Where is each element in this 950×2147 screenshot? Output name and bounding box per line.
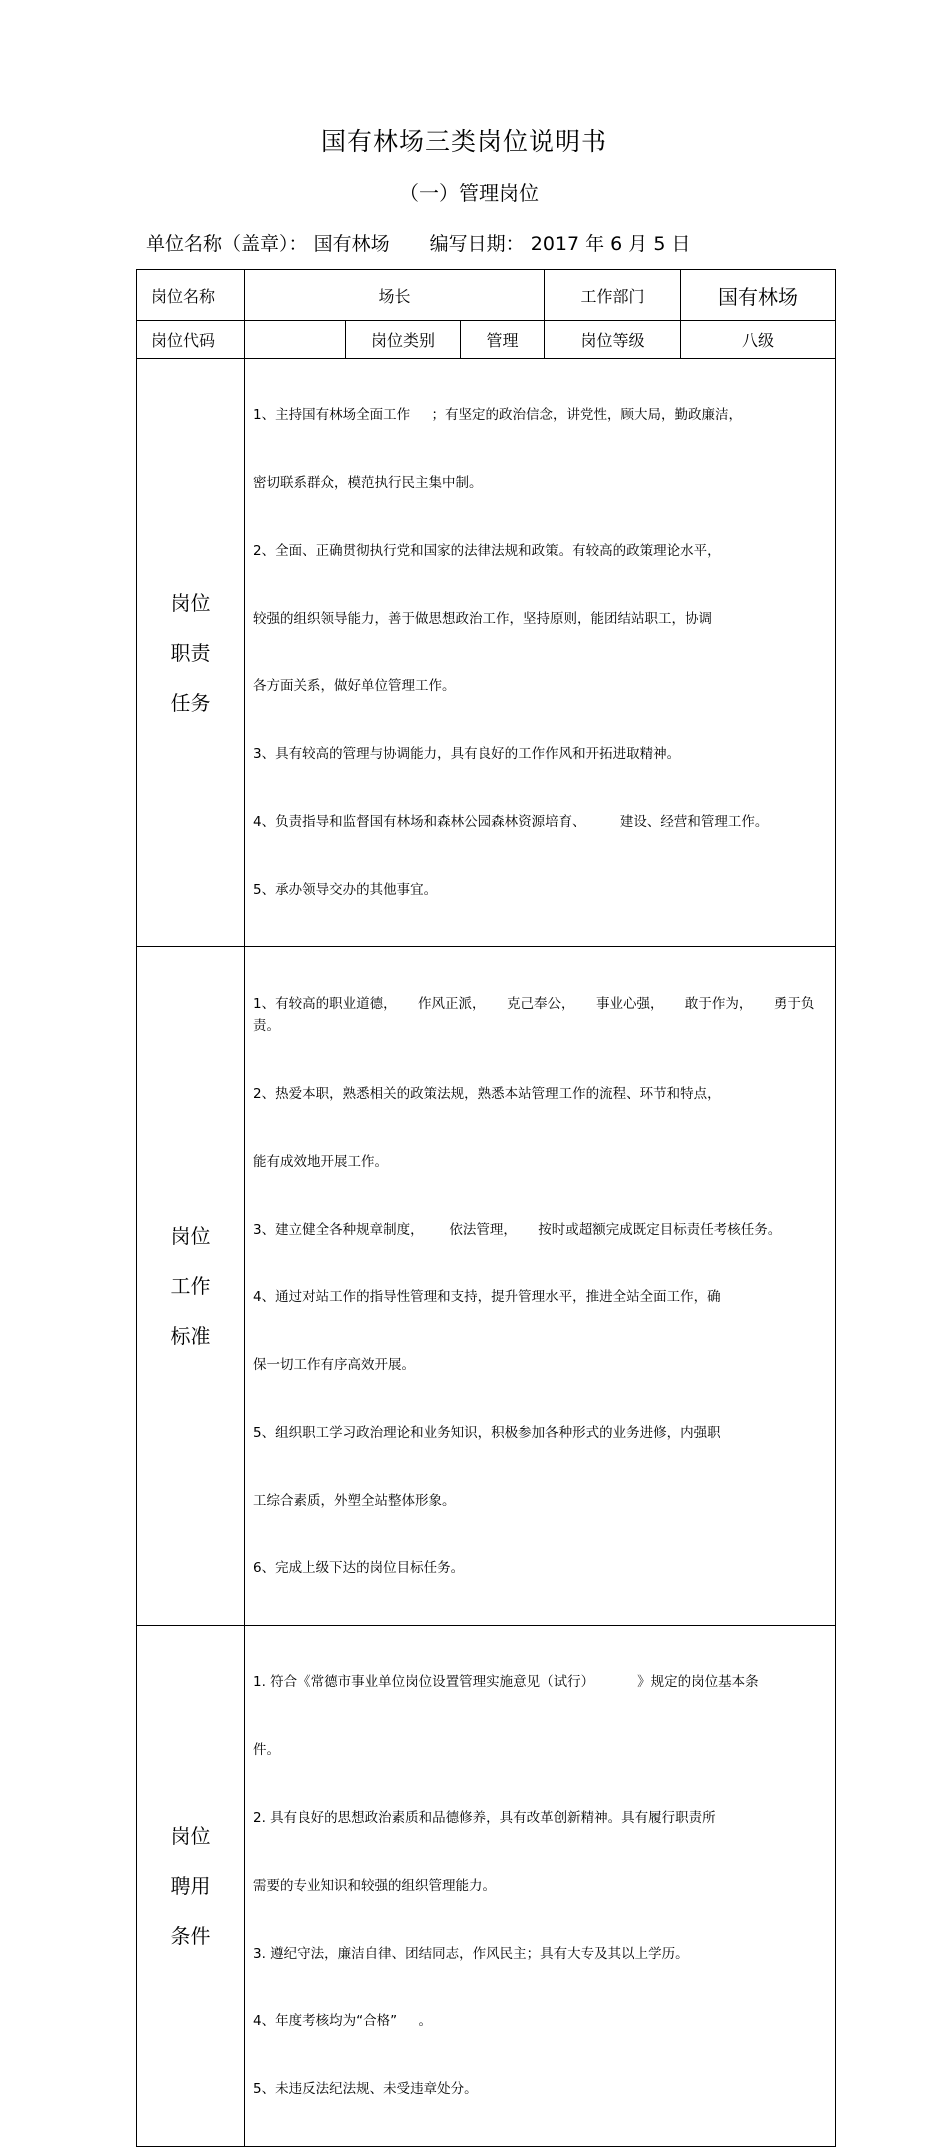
duties-section-label — [137, 359, 245, 947]
compile-date-value: 2017 年 6 月 5 日 — [530, 233, 691, 255]
document-meta-line — [146, 229, 690, 256]
requirements-content — [245, 1626, 836, 2147]
standards-line: 3、建立健全各种规章制度， 依法管理， 按时或超额完成既定目标责任考核任务。 — [253, 1221, 782, 1238]
department-label: 工作部门 — [545, 270, 681, 321]
standards-line: 工综合素质，外塑全站整体形象。 — [253, 1492, 456, 1509]
post-grade-label: 岗位等级 — [545, 321, 681, 359]
post-code-label: 岗位代码 — [137, 321, 245, 359]
standards-line: 1、有较高的职业道德， 作风正派， 克己奉公， 事业心强， 敢于作为， 勇于负责。 — [253, 995, 815, 1035]
department-value: 国有林场 — [681, 270, 836, 321]
post-name-label: 岗位名称 — [137, 270, 245, 321]
standards-content — [245, 947, 836, 1626]
requirements-section-label — [137, 1626, 245, 2147]
document-title: 国有林场三类岗位说明书 — [320, 127, 607, 156]
standards-line: 保一切工作有序高效开展。 — [253, 1357, 415, 1374]
unit-name-value: 国有林场 — [313, 233, 390, 255]
standards-line: 2、热爱本职，熟悉相关的政策法规，熟悉本站管理工作的流程、环节和特点， — [253, 1086, 721, 1102]
duties-line: 3、具有较高的管理与协调能力，具有良好的工作作风和开拓进取精神。 — [253, 746, 681, 763]
post-category-label: 岗位类别 — [346, 321, 461, 359]
table-row — [137, 1626, 836, 2147]
standards-label-line: 岗位 — [170, 1224, 211, 1249]
duties-line: 1、主持国有林场全面工作 ；有坚定的政治信念，讲党性，顾大局，勤政廉洁， — [253, 407, 743, 424]
requirements-line: 4、年度考核均为“合格” 。 — [253, 2013, 433, 2030]
compile-date-label: 编写日期： — [429, 233, 525, 255]
requirements-line: 需要的专业知识和较强的组织管理能力。 — [253, 1877, 496, 1894]
unit-name-label: 单位名称（盖章）： — [146, 233, 308, 255]
standards-line: 能有成效地开展工作。 — [253, 1153, 388, 1170]
requirements-line: 2. 具有良好的思想政治素质和品德修养，具有改革创新精神。具有履行职责所 — [253, 1810, 716, 1826]
standards-label-line: 标准 — [170, 1324, 211, 1349]
duties-label-line: 职责 — [170, 640, 211, 665]
duties-label-line: 任务 — [170, 690, 211, 715]
duties-line: 2、全面、正确贯彻执行党和国家的法律法规和政策。有较高的政策理论水平， — [253, 542, 721, 559]
standards-line: 4、通过对站工作的指导性管理和支持，提升管理水平，推进全站全面工作，确 — [253, 1289, 721, 1306]
duties-content — [245, 359, 836, 947]
table-row — [137, 359, 836, 947]
post-description-table — [136, 269, 836, 2147]
duties-line: 较强的组织领导能力，善于做思想政治工作，坚持原则，能团结站职工，协调 — [253, 610, 712, 627]
requirements-line: 件。 — [253, 1742, 280, 1759]
duties-line: 密切联系群众，模范执行民主集中制。 — [253, 474, 483, 491]
post-grade-value: 八级 — [681, 321, 836, 359]
duties-label-line: 岗位 — [170, 590, 211, 615]
standards-line: 6、完成上级下达的岗位目标任务。 — [253, 1560, 465, 1577]
standards-line: 5、组织职工学习政治理论和业务知识，积极参加各种形式的业务进修，内强职 — [253, 1424, 721, 1441]
duties-line: 4、负责指导和监督国有林场和森林公园森林资源培育、 建设、经营和管理工作。 — [253, 813, 769, 830]
standards-section-label — [137, 947, 245, 1626]
document-subtitle: （一）管理岗位 — [399, 181, 539, 205]
post-code-value — [245, 321, 346, 359]
duties-line: 各方面关系，做好单位管理工作。 — [253, 678, 456, 695]
post-name-value: 场长 — [245, 270, 545, 321]
table-row — [137, 321, 836, 359]
requirements-line: 3. 遵纪守法，廉洁自律、团结同志，作风民主；具有大专及其以上学历。 — [253, 1945, 689, 1962]
requirements-label-line: 条件 — [170, 1924, 211, 1949]
duties-line: 5、承办领导交办的其他事宜。 — [253, 881, 438, 898]
standards-label-line: 工作 — [170, 1274, 211, 1299]
table-row — [137, 947, 836, 1626]
requirements-line: 1. 符合《常德市事业单位岗位设置管理实施意见（试行） 》规定的岗位基本条 — [253, 1674, 759, 1691]
requirements-label-line: 聘用 — [170, 1874, 211, 1899]
post-category-value: 管理 — [461, 321, 545, 359]
requirements-line: 5、未违反法纪法规、未受违章处分。 — [253, 2081, 478, 2098]
requirements-label-line: 岗位 — [170, 1824, 211, 1849]
table-row — [137, 270, 836, 321]
